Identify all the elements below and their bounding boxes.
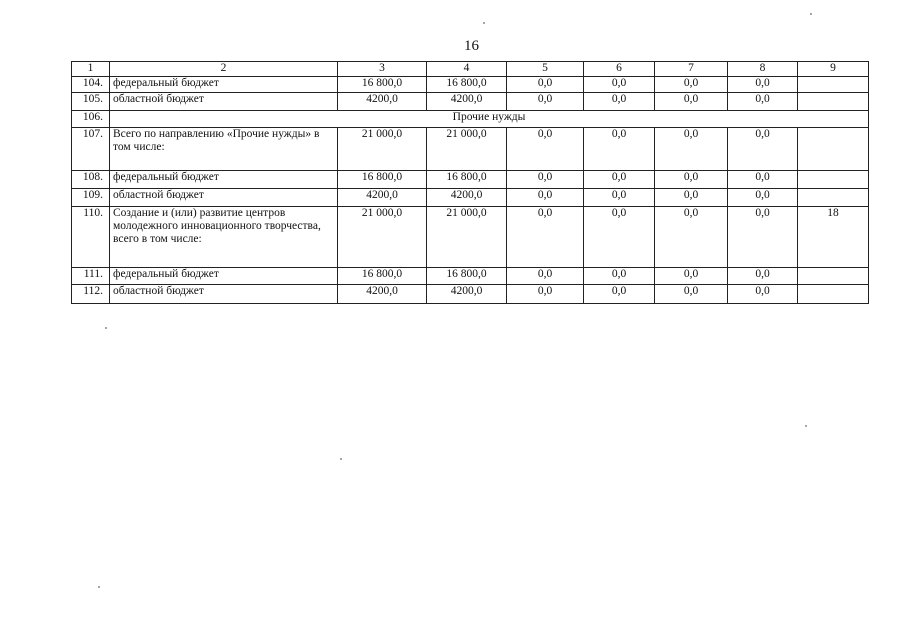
scan-speck	[483, 22, 485, 24]
row-name: федеральный бюджет	[110, 77, 338, 93]
value-cell: 4200,0	[427, 93, 507, 111]
value-cell: 16 800,0	[338, 171, 427, 189]
value-cell: 0,0	[728, 77, 798, 93]
header-cell: 9	[798, 62, 869, 77]
value-cell: 0,0	[655, 77, 728, 93]
value-cell: 4200,0	[427, 285, 507, 304]
table-row	[72, 207, 869, 268]
value-cell	[798, 93, 869, 111]
row-number: 108.	[72, 171, 110, 189]
table-row	[72, 285, 869, 304]
header-cell: 3	[338, 62, 427, 77]
scan-speck	[810, 13, 812, 15]
value-cell: 0,0	[584, 128, 655, 171]
table-row	[72, 128, 869, 171]
row-number: 112.	[72, 285, 110, 304]
row-number: 106.	[72, 111, 110, 128]
value-cell: 21 000,0	[338, 207, 427, 268]
value-cell: 4200,0	[427, 189, 507, 207]
row-name: федеральный бюджет	[110, 268, 338, 285]
scan-speck	[805, 425, 807, 427]
table-row	[72, 93, 869, 111]
value-cell: 0,0	[655, 171, 728, 189]
value-cell: 0,0	[507, 93, 584, 111]
header-cell: 8	[728, 62, 798, 77]
scan-speck	[340, 458, 342, 460]
value-cell: 0,0	[584, 268, 655, 285]
value-cell: 18	[798, 207, 869, 268]
value-cell: 21 000,0	[338, 128, 427, 171]
row-number: 109.	[72, 189, 110, 207]
value-cell	[798, 285, 869, 304]
table-row	[72, 268, 869, 285]
value-cell: 0,0	[507, 128, 584, 171]
page-number: 16	[464, 38, 479, 54]
value-cell: 21 000,0	[427, 207, 507, 268]
value-cell: 0,0	[728, 285, 798, 304]
row-name: Создание и (или) развитие центров молодежного инновационного творчества, всего в том числе:	[110, 207, 338, 268]
table-row	[72, 77, 869, 93]
header-cell: 4	[427, 62, 507, 77]
value-cell: 0,0	[728, 207, 798, 268]
value-cell: 0,0	[728, 171, 798, 189]
table-row	[72, 171, 869, 189]
value-cell: 0,0	[507, 207, 584, 268]
value-cell: 16 800,0	[427, 77, 507, 93]
header-cell: 7	[655, 62, 728, 77]
header-cell: 5	[507, 62, 584, 77]
value-cell: 4200,0	[338, 93, 427, 111]
value-cell: 0,0	[507, 268, 584, 285]
value-cell: 0,0	[584, 207, 655, 268]
table-header-row	[72, 62, 869, 77]
value-cell: 0,0	[728, 128, 798, 171]
value-cell	[798, 171, 869, 189]
table-row	[72, 189, 869, 207]
value-cell: 4200,0	[338, 285, 427, 304]
value-cell: 0,0	[655, 268, 728, 285]
value-cell: 0,0	[584, 77, 655, 93]
row-number: 105.	[72, 93, 110, 111]
value-cell: 0,0	[728, 268, 798, 285]
scan-speck	[105, 327, 107, 329]
row-name: областной бюджет	[110, 93, 338, 111]
value-cell: 0,0	[728, 189, 798, 207]
value-cell: 16 800,0	[338, 77, 427, 93]
row-name: Всего по направлению «Прочие нужды» в том числе:	[110, 128, 338, 171]
section-row	[72, 111, 869, 128]
row-name: областной бюджет	[110, 189, 338, 207]
section-title: Прочие нужды	[110, 111, 869, 128]
value-cell	[798, 128, 869, 171]
row-number: 110.	[72, 207, 110, 268]
row-number: 107.	[72, 128, 110, 171]
header-cell: 2	[110, 62, 338, 77]
value-cell	[798, 77, 869, 93]
value-cell: 0,0	[584, 285, 655, 304]
value-cell	[798, 189, 869, 207]
header-cell: 6	[584, 62, 655, 77]
value-cell: 0,0	[584, 189, 655, 207]
value-cell: 0,0	[507, 189, 584, 207]
value-cell: 4200,0	[338, 189, 427, 207]
value-cell: 0,0	[655, 207, 728, 268]
header-cell: 1	[72, 62, 110, 77]
value-cell: 21 000,0	[427, 128, 507, 171]
value-cell: 0,0	[728, 93, 798, 111]
value-cell: 0,0	[507, 77, 584, 93]
value-cell: 16 800,0	[427, 171, 507, 189]
value-cell	[798, 268, 869, 285]
scan-speck	[98, 586, 100, 588]
value-cell: 0,0	[655, 128, 728, 171]
value-cell: 0,0	[507, 171, 584, 189]
value-cell: 16 800,0	[427, 268, 507, 285]
row-number: 104.	[72, 77, 110, 93]
value-cell: 0,0	[655, 93, 728, 111]
row-name: федеральный бюджет	[110, 171, 338, 189]
row-name: областной бюджет	[110, 285, 338, 304]
value-cell: 0,0	[584, 93, 655, 111]
row-number: 111.	[72, 268, 110, 285]
value-cell: 0,0	[655, 189, 728, 207]
value-cell: 0,0	[584, 171, 655, 189]
budget-table	[71, 61, 869, 304]
value-cell: 0,0	[655, 285, 728, 304]
value-cell: 0,0	[507, 285, 584, 304]
value-cell: 16 800,0	[338, 268, 427, 285]
